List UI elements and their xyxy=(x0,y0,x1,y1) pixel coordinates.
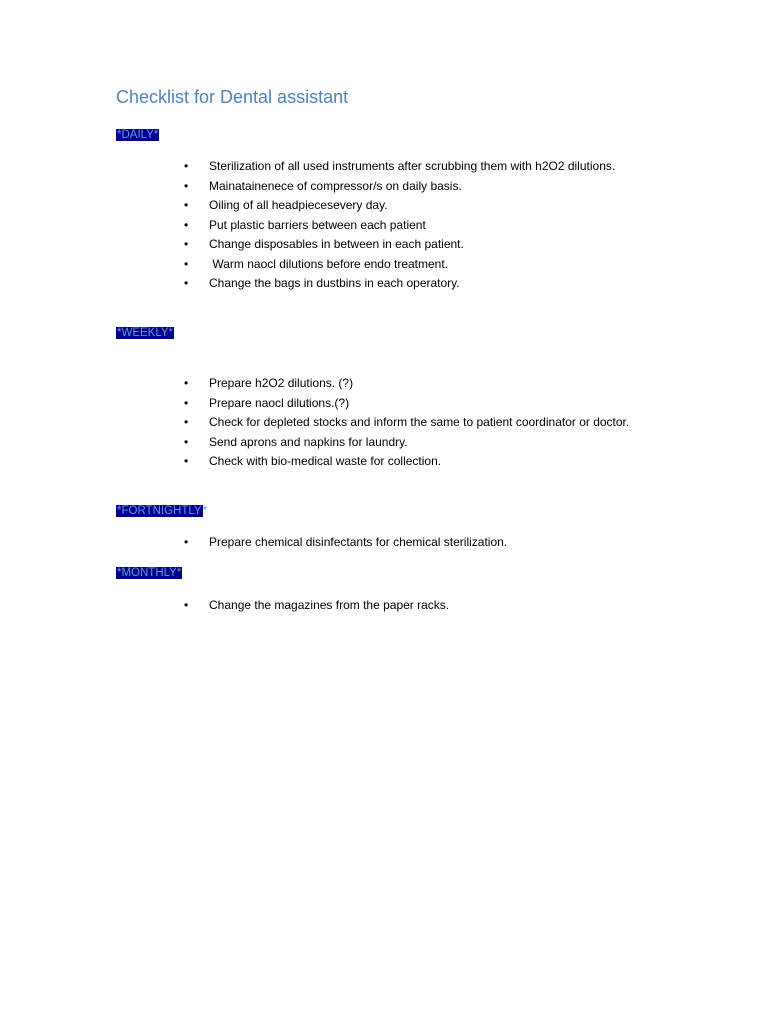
bullet-icon: • xyxy=(184,415,189,429)
section-heading-monthly-text: *MONTHLY* xyxy=(117,567,182,579)
section-heading-fortnightly xyxy=(116,504,207,519)
bullet-icon: • xyxy=(184,178,189,193)
section-heading-weekly xyxy=(116,326,174,341)
bullet-icon: • xyxy=(184,276,189,290)
section-heading-daily-text: *DAILY* xyxy=(117,129,159,141)
document-page: Checklist for Dental assistant *DAILY* • Sterilization of all used instruments after scrubbing them with h2O2 dilutions. • Mainatainenece of compressor/s on daily basis. • Oiling of all headpiecesevery day. • Put plastic barriers between each patient • Change disposables in between in each patient. • Warm naocl dilutions before endo treatment. • Change the bags in dustbins in each operatory. *WEEKLY* • Prepare h2O2 dilutions. (?) • Prepare naocl dilutions.(?) • Check for depleted stocks and inform the same to patient coordinator or doctor. • Send aprons and napkins for laundry. • Check with bio-medical waste for collection. *FORTNIGHTLY* • Prepare chemical disinfectants for chemical sterilization. *MONTHLY* • Change the magazines from the paper racks. xyxy=(0,0,768,1024)
bullet-icon: • xyxy=(184,159,189,173)
section-heading-daily xyxy=(116,128,159,143)
bullet-icon: • xyxy=(184,217,189,232)
section-heading-fortnightly-suffix: * xyxy=(202,505,208,517)
bullet-icon: • xyxy=(184,598,189,612)
bullet-icon: • xyxy=(184,434,189,449)
section-heading-monthly xyxy=(116,566,182,581)
section-heading-fortnightly-text: *FORTNIGHTLY xyxy=(117,505,202,517)
bullet-icon: • xyxy=(184,237,189,251)
bullet-icon: • xyxy=(184,395,189,410)
bullet-icon: • xyxy=(184,454,189,468)
bullet-icon: • xyxy=(184,535,189,549)
bullet-icon: • xyxy=(184,256,189,271)
section-heading-weekly-text: *WEEKLY* xyxy=(117,327,174,339)
bullet-icon: • xyxy=(184,198,189,212)
page-title: Checklist for Dental assistant xyxy=(116,87,349,107)
bullet-icon: • xyxy=(184,376,189,390)
